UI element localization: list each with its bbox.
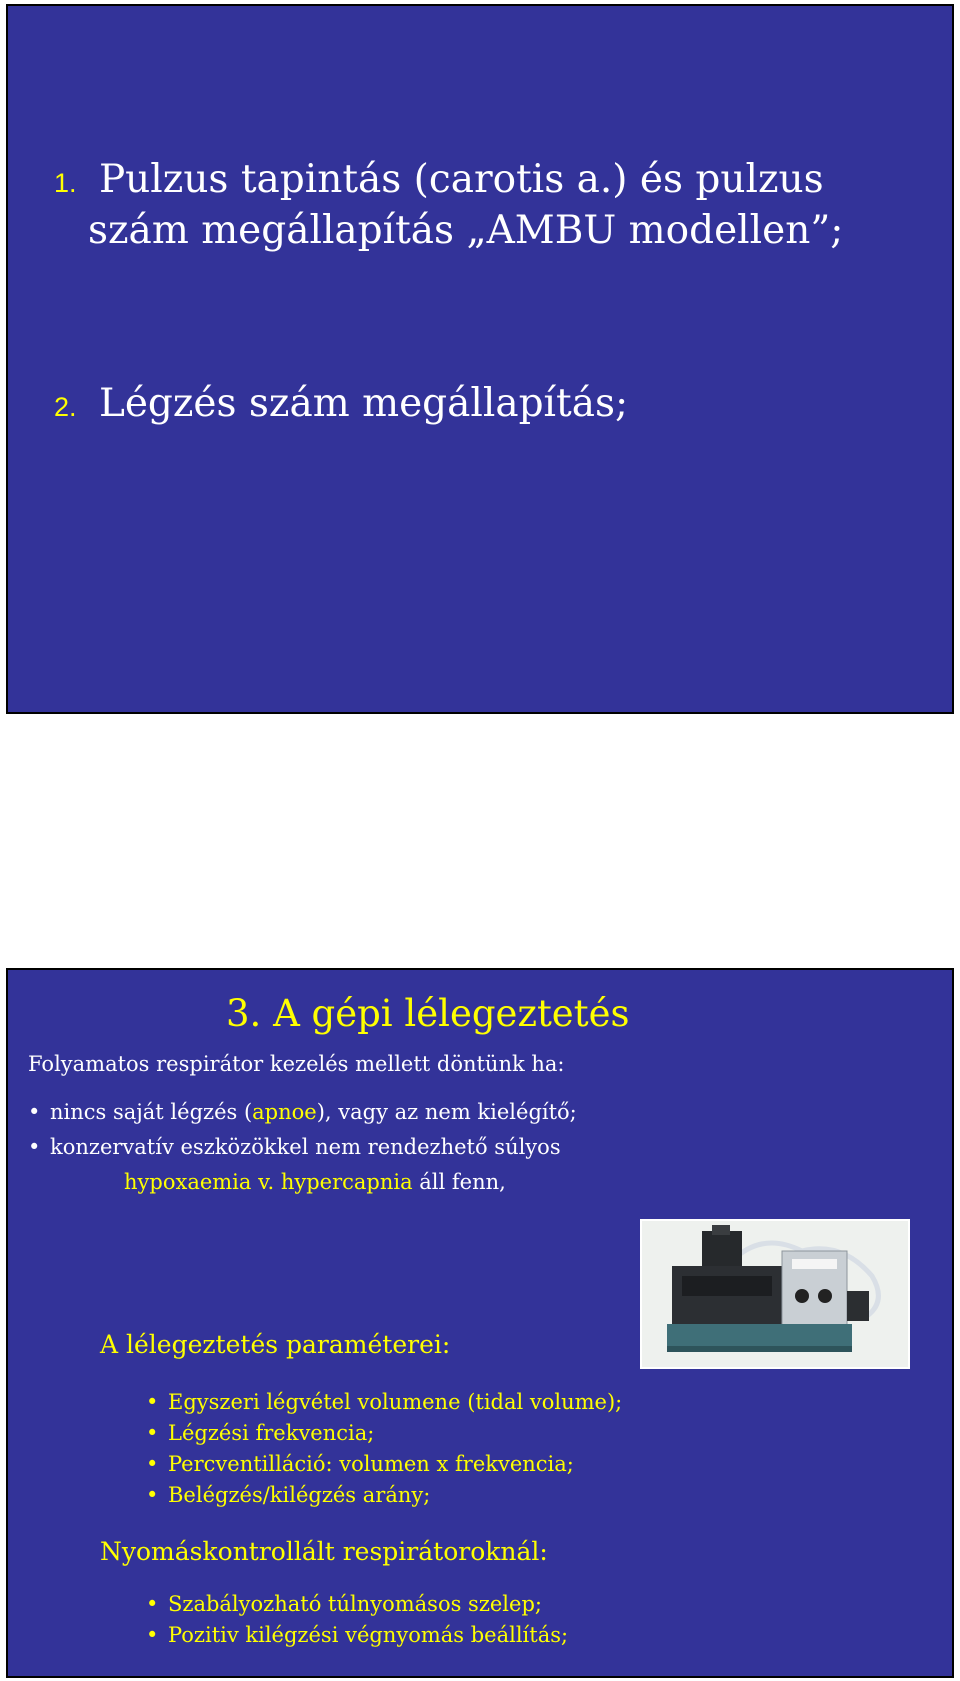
bullet-hypoxaemia-line-1: • konzervatív eszközökkel nem rendezhető súlyos bbox=[28, 1133, 561, 1161]
item-1 bbox=[54, 153, 824, 210]
param-item: • Egyszeri légvétel volumene (tidal volume); bbox=[146, 1388, 622, 1416]
pressure-heading: Nyomáskontrollált respirátoroknál: bbox=[100, 1537, 548, 1566]
slide-2-title: 3. A gépi lélegeztetés bbox=[226, 992, 630, 1035]
item-1-line-2: szám megállapítás „AMBU modellen”; bbox=[88, 208, 844, 253]
param-item: • Légzési frekvencia; bbox=[146, 1419, 374, 1447]
bullet-apnoe bbox=[28, 1098, 577, 1126]
slide-1 bbox=[6, 4, 954, 714]
params-heading: A lélegeztetés paraméterei: bbox=[100, 1330, 451, 1359]
bullet-hypoxaemia-line-2 bbox=[124, 1168, 506, 1196]
param-item: • Percventilláció: volumen x frekvencia; bbox=[146, 1450, 574, 1478]
item-2-text: Légzés szám megállapítás; bbox=[98, 381, 629, 426]
bullet-1-pre: nincs saját légzés ( bbox=[50, 1100, 253, 1124]
intro-text: Folyamatos respirátor kezelés mellett döntünk ha: bbox=[28, 1052, 565, 1076]
item-2-number: 2. bbox=[54, 392, 77, 422]
pressure-item: • Szabályozható túlnyomásos szelep; bbox=[146, 1590, 542, 1618]
pressure-item: • Pozitiv kilégzési végnyomás beállítás; bbox=[146, 1621, 568, 1649]
bullet-2-post: áll fenn, bbox=[412, 1170, 506, 1194]
item-1-line-1: Pulzus tapintás (carotis a.) és pulzus bbox=[98, 157, 824, 202]
item-1-number: 1. bbox=[54, 168, 77, 198]
item-2 bbox=[54, 377, 628, 434]
bullet-1-highlight: apnoe bbox=[252, 1100, 317, 1124]
respirator-photo bbox=[640, 1219, 910, 1369]
respirator-illustration bbox=[642, 1221, 908, 1367]
bullet-2-highlight: hypoxaemia v. hypercapnia bbox=[124, 1170, 413, 1194]
bullet-1-post: ), vagy az nem kielégítő; bbox=[316, 1100, 577, 1124]
param-item: • Belégzés/kilégzés arány; bbox=[146, 1481, 430, 1509]
